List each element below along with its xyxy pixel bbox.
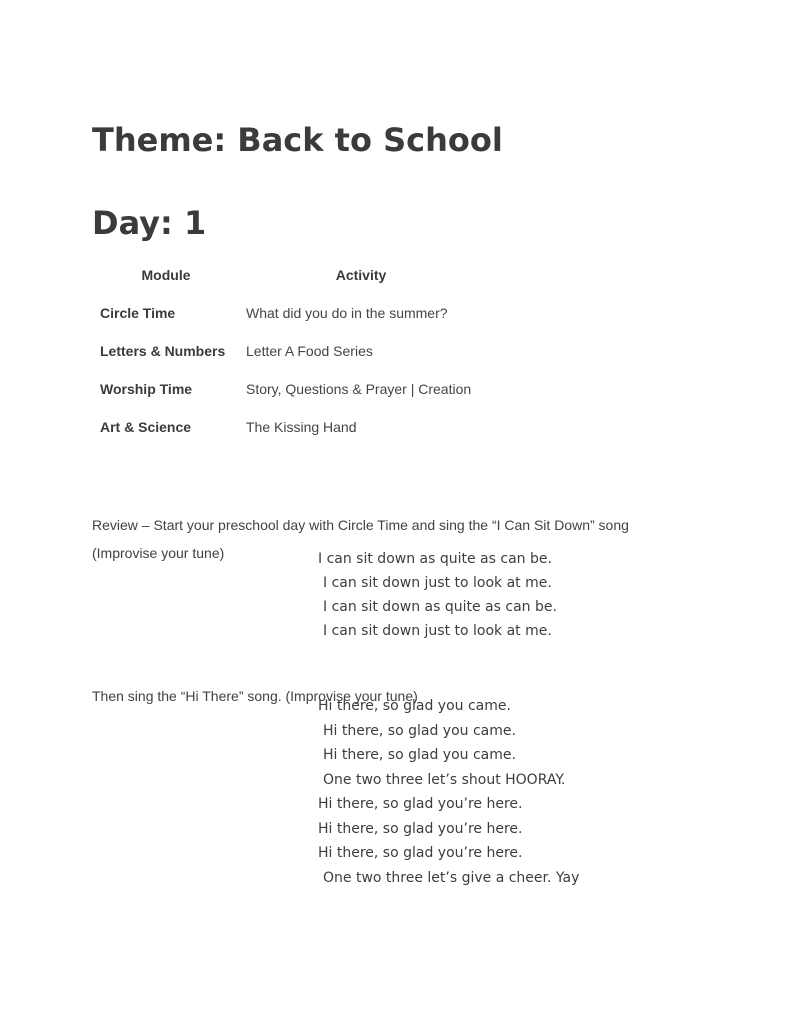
review-instruction: Review – Start your preschool day with Circle Time and sing the “I Can Sit Down” song (Improvise your tune): [92, 517, 629, 561]
then-sing-instruction: Then sing the “Hi There” song. (Improvise your tune): [92, 688, 418, 704]
lyric-line: One two three let’s shout HOORAY.: [323, 771, 566, 788]
lyric-line: One two three let’s give a cheer. Yay: [323, 869, 580, 886]
table-row-activity: What did you do in the summer?: [246, 305, 448, 321]
day-title: Day: 1: [92, 204, 207, 242]
lyric-line: Hi there, so glad you’re here.: [318, 796, 523, 812]
lyric-line: Hi there, so glad you came.: [323, 722, 516, 739]
table-row-module: Art & Science: [100, 419, 192, 435]
table-row-activity: The Kissing Hand: [246, 419, 357, 435]
lyric-line: Hi there, so glad you came.: [318, 698, 511, 714]
table-row-module: Worship Time: [100, 381, 193, 397]
table-row-module: Circle Time: [100, 305, 176, 321]
lyric-line: Hi there, so glad you’re here.: [318, 820, 523, 837]
schedule-table: [100, 268, 476, 434]
table-row-module: Letters & Numbers: [100, 343, 226, 359]
lyric-line: Hi there, so glad you came.: [323, 747, 516, 763]
song-hi-there-lyrics: [318, 694, 579, 890]
lyric-line: Hi there, so glad you’re here.: [318, 845, 523, 861]
lyric-line: I can sit down just to look at me.: [323, 623, 552, 639]
lyric-line: I can sit down as quite as can be.: [323, 599, 557, 615]
lyric-line: I can sit down just to look at me.: [323, 575, 552, 591]
lyric-line: I can sit down as quite as can be.: [318, 551, 552, 567]
table-row-activity: Story, Questions & Prayer | Creation: [246, 381, 472, 397]
column-header-activity: Activity: [335, 267, 387, 283]
table-row-activity: Letter A Food Series: [246, 343, 373, 359]
song-sit-down-lyrics: [318, 547, 557, 643]
theme-title: Theme: Back to School: [92, 121, 503, 159]
column-header-module: Module: [141, 267, 191, 283]
